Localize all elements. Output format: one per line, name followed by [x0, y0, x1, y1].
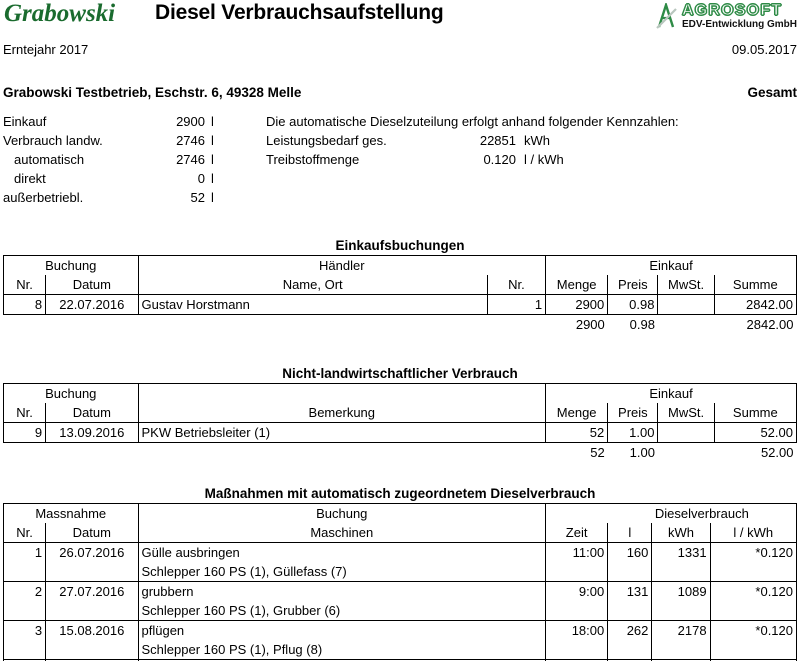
agrosoft-wordmark: AGROSOFT	[682, 2, 783, 19]
summary-row	[0, 112, 250, 131]
cell-booking: pflügen	[138, 621, 546, 641]
cell-date: 22.07.2016	[46, 295, 138, 315]
page-title: Diesel Verbrauchsaufstellung	[155, 1, 444, 24]
summary-label: direkt	[14, 171, 46, 186]
table-row	[4, 621, 797, 641]
group-header-consumption: Dieselverbrauch	[608, 504, 797, 524]
cell-spacer	[710, 601, 796, 621]
cell-liters: 160	[608, 543, 652, 563]
col-name-place: Name, Ort	[138, 275, 487, 295]
cell-spacer	[46, 640, 138, 660]
measures-title: Maßnahmen mit automatisch zugeordnetem Dieselverbrauch	[204, 486, 596, 501]
kpi-value: 22851	[479, 133, 516, 148]
kpi-value: 0.120	[483, 152, 516, 167]
nonfarm-title: Nicht-landwirtschaftlicher Verbrauch	[282, 366, 518, 381]
report-scope-label: Gesamt	[747, 85, 797, 100]
summary-label: automatisch	[14, 152, 85, 167]
cell-time: 11:00	[546, 543, 608, 563]
col-nr: Nr.	[4, 403, 46, 423]
summary-row	[0, 150, 250, 169]
totals-vat	[658, 443, 714, 463]
cell-spacer	[546, 640, 608, 660]
nonfarm-section	[0, 365, 800, 462]
totals-sum: 2842.00	[746, 317, 794, 332]
cell-spacer	[652, 640, 710, 660]
totals-sum: 52.00	[760, 445, 794, 460]
cell-spacer	[608, 601, 652, 621]
cell-spacer	[46, 601, 138, 621]
cell-spacer	[4, 640, 46, 660]
harvest-year-label: Erntejahr 2017	[3, 42, 89, 57]
col-liters: l	[608, 523, 652, 543]
purchases-section	[0, 237, 800, 334]
cell-spacer	[652, 562, 710, 582]
col-time: Zeit	[546, 523, 608, 543]
purchases-table	[3, 255, 797, 334]
summary-unit: l	[211, 114, 214, 129]
cell-spacer	[710, 562, 796, 582]
group-header-booking: Buchung	[4, 256, 139, 276]
cell-name-place: Gustav Horstmann	[138, 295, 487, 315]
summary-label: Einkauf	[3, 114, 47, 129]
cell-spacer	[608, 562, 652, 582]
cell-nr: 2	[4, 582, 46, 602]
summary-row	[0, 169, 250, 188]
cell-l-per-kwh: *0.120	[710, 543, 796, 563]
cell-date: 27.07.2016	[46, 582, 138, 602]
cell-vat	[658, 295, 714, 315]
totals-price: 0.98	[629, 317, 655, 332]
group-header-purchase: Einkauf	[546, 256, 797, 276]
cell-date: 26.07.2016	[46, 543, 138, 563]
cell-l-per-kwh: *0.120	[710, 582, 796, 602]
summary-label: außerbetriebl.	[3, 190, 84, 205]
col-nr: Nr.	[4, 523, 46, 543]
kpi-row	[266, 150, 800, 169]
col-machines: Maschinen	[138, 523, 546, 543]
purchases-title: Einkaufsbuchungen	[335, 238, 465, 253]
cell-kwh: 1089	[652, 582, 710, 602]
agrosoft-mark-icon	[656, 3, 678, 29]
cell-date: 15.08.2016	[46, 621, 138, 641]
print-date: 09.05.2017	[731, 42, 797, 57]
cell-spacer	[4, 562, 46, 582]
company-address: Grabowski Testbetrieb, Eschstr. 6, 49328 Melle	[3, 85, 302, 100]
cell-booking: Gülle ausbringen	[138, 543, 546, 563]
group-header-purchase: Einkauf	[546, 384, 797, 404]
totals-row	[4, 315, 797, 335]
group-header-dealer: Händler	[138, 256, 546, 276]
kpi-unit: kWh	[524, 133, 550, 148]
summary-value: 52	[190, 190, 205, 205]
cell-booking: grubbern	[138, 582, 546, 602]
summary-unit: l	[211, 171, 214, 186]
cell-liters: 262	[608, 621, 652, 641]
col-amount: Menge	[546, 275, 608, 295]
totals-row	[4, 443, 797, 463]
cell-time: 18:00	[546, 621, 608, 641]
group-header-spacer	[138, 384, 546, 404]
agrosoft-logo	[656, 2, 798, 34]
allocation-note: Die automatische Dieselzuteilung erfolgt anhand folgender Kennzahlen:	[266, 114, 679, 129]
cell-price: 0.98	[608, 295, 658, 315]
cell-spacer	[4, 601, 46, 621]
cell-nr: 1	[4, 543, 46, 563]
purchases-column-header-row	[4, 275, 797, 295]
cell-vat	[658, 423, 714, 443]
totals-spacer	[4, 443, 46, 463]
table-row-detail	[4, 601, 797, 621]
col-vat: MwSt.	[658, 275, 714, 295]
cell-amount: 2900	[546, 295, 608, 315]
cell-machines: Schlepper 160 PS (1), Pflug (8)	[138, 640, 546, 660]
totals-price: 1.00	[629, 445, 655, 460]
table-row	[4, 423, 797, 443]
table-row	[4, 582, 797, 602]
summary-value: 2746	[176, 133, 205, 148]
col-dealer-nr: Nr.	[487, 275, 545, 295]
cell-machines: Schlepper 160 PS (1), Güllefass (7)	[138, 562, 546, 582]
totals-spacer	[46, 315, 138, 335]
summary-value: 2900	[176, 114, 205, 129]
summary-value: 0	[197, 171, 205, 186]
col-remark: Bemerkung	[138, 403, 546, 423]
col-sum: Summe	[714, 403, 796, 423]
table-row	[4, 543, 797, 563]
group-header-spacer	[546, 504, 608, 524]
kpi-label: Treibstoffmenge	[266, 152, 360, 167]
cell-spacer	[710, 640, 796, 660]
col-vat: MwSt.	[658, 403, 714, 423]
col-nr: Nr.	[4, 275, 46, 295]
measures-section	[0, 485, 800, 661]
cell-spacer	[546, 601, 608, 621]
summary-right-column	[266, 112, 800, 169]
totals-amount: 2900	[575, 317, 605, 332]
cell-machines: Schlepper 160 PS (1), Grubber (6)	[138, 601, 546, 621]
cell-kwh: 1331	[652, 543, 710, 563]
summary-left-column	[0, 112, 250, 207]
kpi-label: Leistungsbedarf ges.	[266, 133, 387, 148]
summary-label: Verbrauch landw.	[3, 133, 103, 148]
totals-spacer	[4, 315, 46, 335]
measures-column-header-row	[4, 523, 797, 543]
group-header-booking: Buchung	[4, 384, 139, 404]
summary-unit: l	[211, 133, 214, 148]
cell-nr: 8	[4, 295, 46, 315]
summary-row	[0, 131, 250, 150]
cell-spacer	[46, 562, 138, 582]
cell-spacer	[546, 562, 608, 582]
col-date: Datum	[46, 403, 138, 423]
summary-row	[0, 188, 250, 207]
summary-value: 2746	[176, 152, 205, 167]
cell-l-per-kwh: *0.120	[710, 621, 796, 641]
col-price: Preis	[608, 403, 658, 423]
nonfarm-column-header-row	[4, 403, 797, 423]
document-header	[0, 0, 800, 57]
agrosoft-subtitle: EDV-Entwicklung GmbH	[682, 19, 798, 30]
cell-date: 13.09.2016	[46, 423, 138, 443]
measures-table	[3, 503, 797, 661]
col-price: Preis	[608, 275, 658, 295]
nonfarm-group-header-row	[4, 384, 797, 404]
col-amount: Menge	[546, 403, 608, 423]
cell-spacer	[608, 640, 652, 660]
summary-unit: l	[211, 190, 214, 205]
summary-unit: l	[211, 152, 214, 167]
purchases-group-header-row	[4, 256, 797, 276]
cell-amount: 52	[546, 423, 608, 443]
cell-liters: 131	[608, 582, 652, 602]
table-row-detail	[4, 562, 797, 582]
col-date: Datum	[46, 275, 138, 295]
totals-vat	[658, 315, 714, 335]
col-kwh: kWh	[652, 523, 710, 543]
table-row-detail	[4, 640, 797, 660]
measures-group-header-row	[4, 504, 797, 524]
cell-time: 9:00	[546, 582, 608, 602]
totals-spacer	[138, 443, 546, 463]
cell-dealer-nr: 1	[487, 295, 545, 315]
totals-amount: 52	[590, 445, 605, 460]
totals-spacer	[138, 315, 487, 335]
cell-spacer	[652, 601, 710, 621]
group-header-booking: Buchung	[138, 504, 546, 524]
kpi-row	[266, 131, 800, 150]
brand-logotype: Grabowski	[4, 0, 116, 27]
col-l-per-kwh: l / kWh	[710, 523, 796, 543]
cell-remark: PKW Betriebsleiter (1)	[138, 423, 546, 443]
group-header-measure: Massnahme	[4, 504, 139, 524]
nonfarm-table	[3, 383, 797, 462]
col-date: Datum	[46, 523, 138, 543]
cell-sum: 52.00	[714, 423, 796, 443]
cell-sum: 2842.00	[714, 295, 796, 315]
cell-nr: 3	[4, 621, 46, 641]
table-row	[4, 295, 797, 315]
col-sum: Summe	[714, 275, 796, 295]
totals-spacer	[487, 315, 545, 335]
kpi-unit: l / kWh	[524, 152, 564, 167]
totals-spacer	[46, 443, 138, 463]
cell-kwh: 2178	[652, 621, 710, 641]
cell-price: 1.00	[608, 423, 658, 443]
cell-nr: 9	[4, 423, 46, 443]
